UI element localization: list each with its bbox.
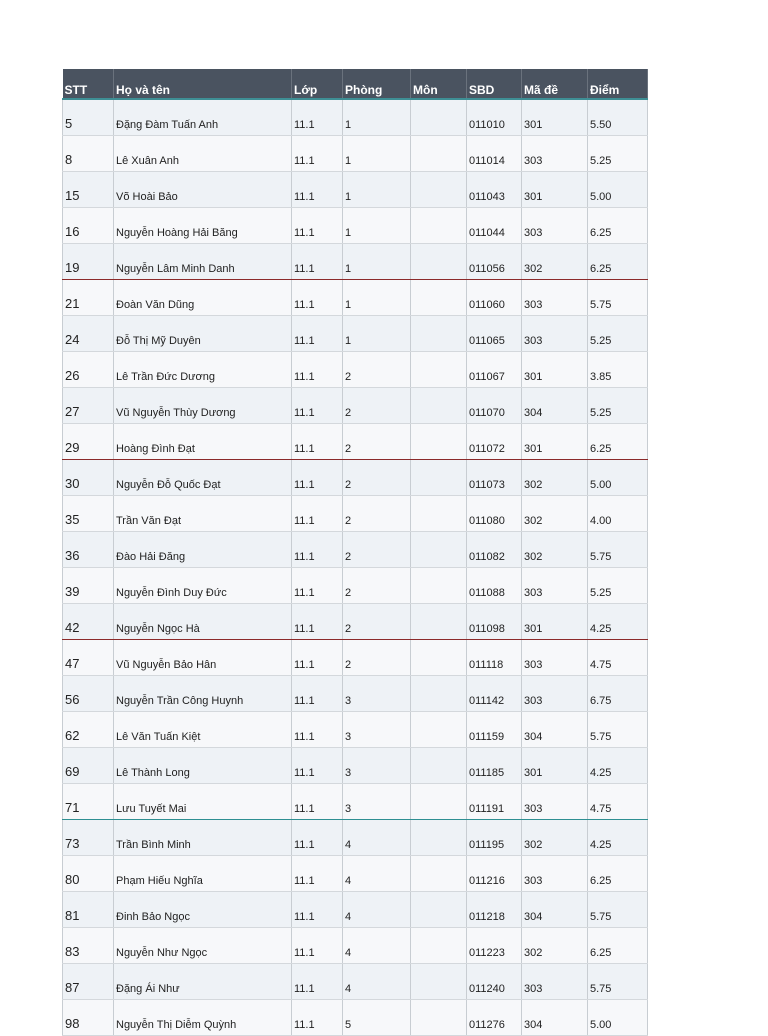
cell-class[interactable]: 11.1 [292,784,343,820]
header-row [63,69,648,99]
cell-class[interactable]: 11.1 [292,172,343,208]
cell-subject[interactable] [411,460,467,496]
cell-stt[interactable]: 35 [63,496,114,532]
cell-class[interactable]: 11.1 [292,604,343,640]
table-row [63,280,648,316]
cell-room[interactable]: 2 [343,532,411,568]
cell-room[interactable]: 4 [343,892,411,928]
cell-stt[interactable]: 56 [63,676,114,712]
table-row [63,964,648,1000]
cell-room[interactable]: 1 [343,172,411,208]
score-sheet [62,69,648,1036]
score-table [62,69,648,1036]
cell-subject[interactable] [411,208,467,244]
cell-subject[interactable] [411,712,467,748]
cell-subject[interactable] [411,820,467,856]
cell-name[interactable]: Đoàn Văn Dũng [114,280,292,316]
cell-stt[interactable]: 16 [63,208,114,244]
table-row [63,244,648,280]
cell-score[interactable]: 5.75 [588,892,648,928]
cell-room[interactable]: 3 [343,748,411,784]
cell-sbd[interactable]: 011276 [467,1000,522,1036]
cell-exam-code[interactable]: 304 [522,1000,588,1036]
cell-subject[interactable] [411,496,467,532]
cell-score[interactable]: 5.00 [588,460,648,496]
table-row [63,424,648,460]
cell-class[interactable]: 11.1 [292,568,343,604]
cell-sbd[interactable]: 011185 [467,748,522,784]
cell-sbd[interactable]: 011240 [467,964,522,1000]
cell-exam-code[interactable]: 301 [522,172,588,208]
cell-sbd[interactable]: 011070 [467,388,522,424]
cell-score[interactable]: 5.25 [588,568,648,604]
cell-subject[interactable] [411,964,467,1000]
table-row [63,928,648,964]
cell-sbd[interactable]: 011088 [467,568,522,604]
cell-stt[interactable]: 71 [63,784,114,820]
cell-exam-code[interactable]: 302 [522,820,588,856]
cell-name[interactable]: Đỗ Thị Mỹ Duyên [114,316,292,352]
cell-name[interactable]: Vũ Nguyễn Bảo Hân [114,640,292,676]
cell-stt[interactable]: 83 [63,928,114,964]
cell-exam-code[interactable]: 301 [522,748,588,784]
cell-sbd[interactable]: 011056 [467,244,522,280]
cell-room[interactable]: 2 [343,640,411,676]
table-row [63,892,648,928]
header-room[interactable]: Phòng [343,69,411,99]
table-row [63,640,648,676]
cell-sbd[interactable]: 011067 [467,352,522,388]
cell-score[interactable]: 5.25 [588,388,648,424]
cell-score[interactable]: 5.00 [588,172,648,208]
cell-name[interactable]: Lê Thành Long [114,748,292,784]
cell-class[interactable]: 11.1 [292,388,343,424]
cell-score[interactable]: 6.25 [588,244,648,280]
cell-score[interactable]: 4.00 [588,496,648,532]
cell-score[interactable]: 4.25 [588,820,648,856]
cell-name[interactable]: Nguyễn Đình Duy Đức [114,568,292,604]
cell-score[interactable]: 4.75 [588,640,648,676]
header-name[interactable]: Họ và tên [114,69,292,99]
cell-room[interactable]: 2 [343,568,411,604]
table-row [63,676,648,712]
cell-room[interactable]: 3 [343,784,411,820]
cell-stt[interactable]: 73 [63,820,114,856]
cell-subject[interactable] [411,244,467,280]
cell-subject[interactable] [411,352,467,388]
cell-stt[interactable]: 30 [63,460,114,496]
cell-sbd[interactable]: 011195 [467,820,522,856]
cell-exam-code[interactable]: 303 [522,676,588,712]
cell-room[interactable]: 1 [343,280,411,316]
table-row [63,784,648,820]
cell-class[interactable]: 11.1 [292,532,343,568]
cell-class[interactable]: 11.1 [292,99,343,136]
cell-stt[interactable]: 81 [63,892,114,928]
cell-name[interactable]: Hoàng Đình Đạt [114,424,292,460]
cell-score[interactable]: 6.25 [588,424,648,460]
cell-score[interactable]: 4.25 [588,748,648,784]
cell-class[interactable]: 11.1 [292,316,343,352]
cell-name[interactable]: Lê Trần Đức Dương [114,352,292,388]
cell-exam-code[interactable]: 303 [522,208,588,244]
cell-class[interactable]: 11.1 [292,640,343,676]
table-row [63,532,648,568]
cell-subject[interactable] [411,748,467,784]
cell-name[interactable]: Võ Hoài Bảo [114,172,292,208]
cell-stt[interactable]: 87 [63,964,114,1000]
cell-class[interactable]: 11.1 [292,460,343,496]
cell-class[interactable]: 11.1 [292,676,343,712]
cell-subject[interactable] [411,784,467,820]
header-class[interactable]: Lớp [292,69,343,99]
cell-exam-code[interactable]: 302 [522,496,588,532]
cell-subject[interactable] [411,604,467,640]
cell-score[interactable]: 6.25 [588,856,648,892]
cell-sbd[interactable]: 011118 [467,640,522,676]
cell-score[interactable]: 5.00 [588,1000,648,1036]
cell-exam-code[interactable]: 304 [522,388,588,424]
cell-exam-code[interactable]: 302 [522,532,588,568]
cell-room[interactable]: 2 [343,388,411,424]
cell-exam-code[interactable]: 303 [522,856,588,892]
cell-subject[interactable] [411,640,467,676]
cell-room[interactable]: 2 [343,352,411,388]
cell-name[interactable]: Trần Bình Minh [114,820,292,856]
cell-room[interactable]: 3 [343,676,411,712]
cell-room[interactable]: 4 [343,964,411,1000]
cell-exam-code[interactable]: 304 [522,712,588,748]
cell-stt[interactable]: 80 [63,856,114,892]
cell-subject[interactable] [411,568,467,604]
cell-sbd[interactable]: 011010 [467,99,522,136]
table-row [63,820,648,856]
cell-name[interactable]: Đinh Bảo Ngọc [114,892,292,928]
cell-score[interactable]: 3.85 [588,352,648,388]
cell-room[interactable]: 2 [343,604,411,640]
cell-score[interactable]: 5.25 [588,316,648,352]
cell-exam-code[interactable]: 303 [522,640,588,676]
cell-exam-code[interactable]: 301 [522,99,588,136]
cell-score[interactable]: 4.25 [588,604,648,640]
cell-exam-code[interactable]: 303 [522,568,588,604]
cell-sbd[interactable]: 011065 [467,316,522,352]
cell-sbd[interactable]: 011098 [467,604,522,640]
table-row [63,568,648,604]
cell-stt[interactable]: 26 [63,352,114,388]
cell-exam-code[interactable]: 301 [522,424,588,460]
cell-sbd[interactable]: 011072 [467,424,522,460]
cell-score[interactable]: 4.75 [588,784,648,820]
cell-stt[interactable]: 5 [63,99,114,136]
cell-subject[interactable] [411,136,467,172]
table-row [63,352,648,388]
header-exam-code[interactable]: Mã đề [522,69,588,99]
table-row [63,172,648,208]
cell-class[interactable]: 11.1 [292,892,343,928]
cell-name[interactable]: Nguyễn Lâm Minh Danh [114,244,292,280]
table-row [63,316,648,352]
cell-score[interactable]: 6.25 [588,208,648,244]
cell-name[interactable]: Nguyễn Thị Diễm Quỳnh [114,1000,292,1036]
cell-name[interactable]: Lê Xuân Anh [114,136,292,172]
cell-name[interactable]: Trần Văn Đạt [114,496,292,532]
cell-sbd[interactable]: 011142 [467,676,522,712]
cell-subject[interactable] [411,676,467,712]
cell-exam-code[interactable]: 303 [522,964,588,1000]
cell-name[interactable]: Phạm Hiếu Nghĩa [114,856,292,892]
cell-sbd[interactable]: 011014 [467,136,522,172]
cell-exam-code[interactable]: 303 [522,784,588,820]
cell-room[interactable]: 2 [343,496,411,532]
cell-subject[interactable] [411,1000,467,1036]
cell-name[interactable]: Nguyễn Ngọc Hà [114,604,292,640]
cell-stt[interactable]: 27 [63,388,114,424]
cell-room[interactable]: 4 [343,820,411,856]
table-body [63,99,648,1036]
table-row [63,604,648,640]
table-row [63,208,648,244]
cell-stt[interactable]: 21 [63,280,114,316]
cell-stt[interactable]: 62 [63,712,114,748]
cell-exam-code[interactable]: 302 [522,460,588,496]
cell-exam-code[interactable]: 301 [522,604,588,640]
cell-class[interactable]: 11.1 [292,712,343,748]
cell-class[interactable]: 11.1 [292,496,343,532]
cell-sbd[interactable]: 011159 [467,712,522,748]
cell-subject[interactable] [411,424,467,460]
cell-class[interactable]: 11.1 [292,208,343,244]
cell-exam-code[interactable]: 303 [522,280,588,316]
cell-room[interactable]: 1 [343,208,411,244]
cell-class[interactable]: 11.1 [292,280,343,316]
cell-room[interactable]: 5 [343,1000,411,1036]
cell-exam-code[interactable]: 301 [522,352,588,388]
cell-room[interactable]: 2 [343,424,411,460]
cell-name[interactable]: Nguyễn Trần Công Huynh [114,676,292,712]
cell-sbd[interactable]: 011073 [467,460,522,496]
cell-score[interactable]: 5.75 [588,964,648,1000]
table-row [63,856,648,892]
cell-subject[interactable] [411,388,467,424]
table-row [63,136,648,172]
table-row [63,748,648,784]
cell-score[interactable]: 6.25 [588,928,648,964]
cell-class[interactable]: 11.1 [292,244,343,280]
cell-class[interactable]: 11.1 [292,964,343,1000]
cell-sbd[interactable]: 011216 [467,856,522,892]
cell-stt[interactable]: 15 [63,172,114,208]
cell-name[interactable]: Vũ Nguyễn Thùy Dương [114,388,292,424]
cell-name[interactable]: Đào Hải Đăng [114,532,292,568]
cell-class[interactable]: 11.1 [292,820,343,856]
table-row [63,496,648,532]
cell-stt[interactable]: 24 [63,316,114,352]
table-row [63,388,648,424]
cell-stt[interactable]: 36 [63,532,114,568]
cell-subject[interactable] [411,856,467,892]
table-header [63,69,648,99]
cell-class[interactable]: 11.1 [292,424,343,460]
cell-exam-code[interactable]: 303 [522,316,588,352]
cell-stt[interactable]: 29 [63,424,114,460]
cell-subject[interactable] [411,928,467,964]
table-row [63,460,648,496]
cell-name[interactable]: Nguyễn Đỗ Quốc Đạt [114,460,292,496]
cell-room[interactable]: 2 [343,460,411,496]
cell-score[interactable]: 5.75 [588,532,648,568]
cell-name[interactable]: Đặng Ái Như [114,964,292,1000]
cell-sbd[interactable]: 011223 [467,928,522,964]
cell-score[interactable]: 5.75 [588,712,648,748]
header-sbd[interactable]: SBD [467,69,522,99]
cell-name[interactable]: Lưu Tuyết Mai [114,784,292,820]
header-score[interactable]: Điểm [588,69,648,99]
cell-subject[interactable] [411,532,467,568]
cell-score[interactable]: 5.25 [588,136,648,172]
cell-sbd[interactable]: 011218 [467,892,522,928]
cell-stt[interactable]: 19 [63,244,114,280]
table-row [63,712,648,748]
cell-stt[interactable]: 69 [63,748,114,784]
cell-name[interactable]: Lê Văn Tuấn Kiệt [114,712,292,748]
cell-exam-code[interactable]: 302 [522,244,588,280]
header-stt[interactable]: STT [63,69,114,99]
header-subject[interactable]: Môn [411,69,467,99]
cell-score[interactable]: 5.50 [588,99,648,136]
cell-class[interactable]: 11.1 [292,352,343,388]
cell-class[interactable]: 11.1 [292,136,343,172]
cell-room[interactable]: 1 [343,99,411,136]
cell-sbd[interactable]: 011082 [467,532,522,568]
cell-exam-code[interactable]: 303 [522,136,588,172]
cell-stt[interactable]: 42 [63,604,114,640]
cell-room[interactable]: 1 [343,244,411,280]
cell-name[interactable]: Nguyễn Như Ngọc [114,928,292,964]
cell-score[interactable]: 6.75 [588,676,648,712]
cell-sbd[interactable]: 011044 [467,208,522,244]
cell-class[interactable]: 11.1 [292,856,343,892]
cell-name[interactable]: Đặng Đàm Tuấn Anh [114,99,292,136]
cell-subject[interactable] [411,892,467,928]
cell-name[interactable]: Nguyễn Hoàng Hải Băng [114,208,292,244]
cell-sbd[interactable]: 011043 [467,172,522,208]
cell-exam-code[interactable]: 304 [522,892,588,928]
cell-sbd[interactable]: 011191 [467,784,522,820]
cell-room[interactable]: 1 [343,136,411,172]
cell-room[interactable]: 4 [343,856,411,892]
cell-score[interactable]: 5.75 [588,280,648,316]
cell-subject[interactable] [411,172,467,208]
cell-class[interactable]: 11.1 [292,748,343,784]
cell-class[interactable]: 11.1 [292,1000,343,1036]
cell-room[interactable]: 1 [343,316,411,352]
cell-room[interactable]: 3 [343,712,411,748]
cell-sbd[interactable]: 011060 [467,280,522,316]
cell-subject[interactable] [411,280,467,316]
cell-class[interactable]: 11.1 [292,928,343,964]
table-row [63,1000,648,1036]
cell-stt[interactable]: 98 [63,1000,114,1036]
cell-subject[interactable] [411,316,467,352]
cell-stt[interactable]: 39 [63,568,114,604]
cell-stt[interactable]: 8 [63,136,114,172]
cell-subject[interactable] [411,99,467,136]
table-row [63,99,648,136]
cell-stt[interactable]: 47 [63,640,114,676]
cell-sbd[interactable]: 011080 [467,496,522,532]
cell-exam-code[interactable]: 302 [522,928,588,964]
cell-room[interactable]: 4 [343,928,411,964]
